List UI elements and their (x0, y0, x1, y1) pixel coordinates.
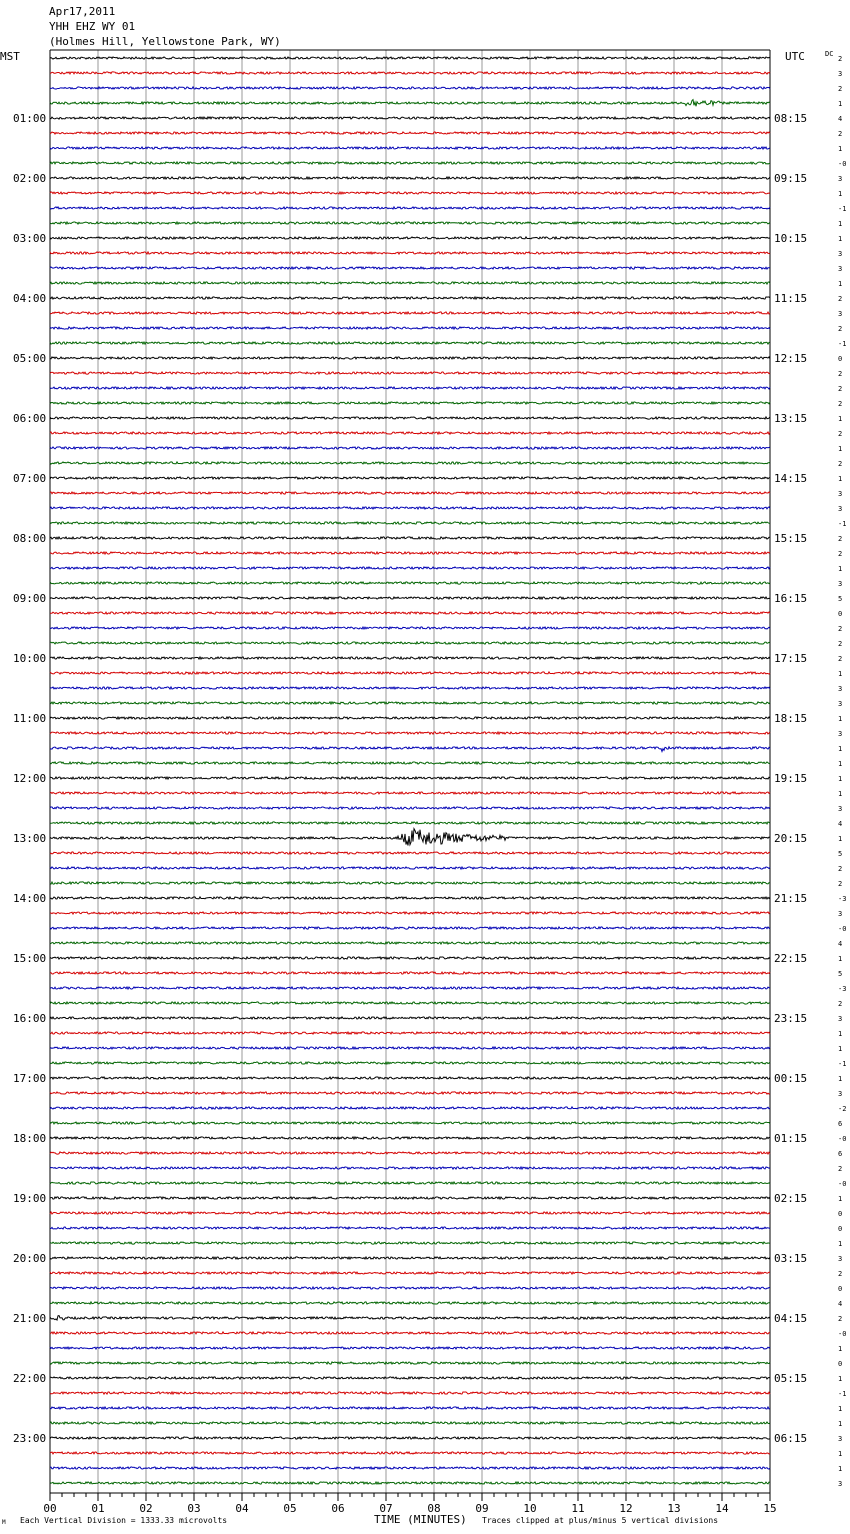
left-hour-label: 17:00 (13, 1072, 47, 1085)
dc-offset-label: 2 (838, 655, 843, 663)
trace-32 (50, 537, 770, 539)
dc-offset-label: 2 (838, 1000, 843, 1008)
dc-offset-label: 1 (838, 190, 843, 198)
trace-61 (50, 972, 770, 974)
left-hour-label: 06:00 (13, 412, 47, 425)
right-hour-label: 13:15 (774, 412, 808, 425)
trace-68 (50, 1077, 770, 1079)
right-hour-label: 22:15 (774, 952, 808, 965)
trace-27 (50, 462, 770, 464)
dc-offset-label: 2 (838, 550, 843, 558)
trace-75 (50, 1182, 770, 1184)
trace-21 (50, 372, 770, 374)
dc-offset-label: 2 (838, 85, 843, 93)
dc-offset-label: 1 (838, 475, 843, 483)
footer (2, 1513, 718, 1526)
x-tick-label: 09 (475, 1502, 489, 1515)
right-hour-label: 06:15 (774, 1432, 808, 1445)
trace-63 (50, 1002, 770, 1004)
dc-offset-label: 2 (838, 625, 843, 633)
dc-offset-label: 0 (838, 1210, 843, 1218)
trace-43 (50, 702, 770, 704)
left-hour-label: 22:00 (13, 1372, 47, 1385)
trace-group (50, 57, 770, 1484)
trace-29 (50, 492, 770, 494)
trace-31 (50, 522, 770, 524)
trace-55 (50, 882, 770, 884)
dc-offset-label: 1 (838, 955, 843, 963)
trace-72 (50, 1137, 770, 1139)
right-hour-label: 09:15 (774, 172, 808, 185)
dc-offset-label: 1 (838, 1030, 843, 1038)
trace-85 (50, 1332, 770, 1334)
trace-0 (50, 57, 770, 59)
dc-offset-label: 3 (838, 175, 843, 183)
trace-7 (50, 162, 770, 164)
dc-offset-label: 1 (838, 1465, 843, 1473)
trace-82 (50, 1287, 770, 1289)
trace-65 (50, 1032, 770, 1034)
dc-offset-label: 3 (838, 490, 843, 498)
left-hour-label: 14:00 (13, 892, 47, 905)
dc-offset-label: 5 (838, 850, 843, 858)
dc-offset-label: 1 (838, 1450, 843, 1458)
dc-offset-label: 1 (838, 670, 843, 678)
trace-8 (50, 177, 770, 179)
right-timezone-label: UTC (785, 50, 805, 63)
trace-35 (50, 582, 770, 584)
x-tick-label: 07 (379, 1502, 393, 1515)
dc-offset-label: 1 (838, 760, 843, 768)
left-hour-label: 02:00 (13, 172, 47, 185)
right-hour-label: 16:15 (774, 592, 808, 605)
dc-offset-label: -1 (838, 1060, 847, 1068)
dc-offset-label: -3 (838, 895, 847, 903)
dc-offset-label: 1 (838, 1345, 843, 1353)
x-tick-label: 00 (43, 1502, 57, 1515)
dc-offset-label: 2 (838, 385, 843, 393)
dc-offset-label: 6 (838, 1120, 843, 1128)
trace-76 (50, 1197, 770, 1199)
trace-4 (50, 117, 770, 119)
x-tick-label: 13 (667, 1502, 681, 1515)
trace-78 (50, 1227, 770, 1229)
right-hour-label: 14:15 (774, 472, 808, 485)
dc-offset-label: 3 (838, 70, 843, 78)
left-hour-label: 18:00 (13, 1132, 47, 1145)
trace-81 (50, 1272, 770, 1274)
dc-offset-label: 1 (838, 790, 843, 798)
right-hour-label: 15:15 (774, 532, 808, 545)
dc-offset-label: 3 (838, 1435, 843, 1443)
trace-84 (50, 1316, 770, 1320)
trace-30 (50, 507, 770, 509)
time-grid (50, 50, 770, 1493)
left-hour-labels (13, 112, 46, 1445)
dc-offset-label: 5 (838, 595, 843, 603)
right-hour-label: 03:15 (774, 1252, 808, 1265)
left-timezone-label: MST (0, 50, 20, 63)
dc-offset-label: -0 (838, 1180, 847, 1188)
x-tick-label: 08 (427, 1502, 441, 1515)
trace-11 (50, 222, 770, 224)
trace-36 (50, 597, 770, 599)
trace-12 (50, 237, 770, 239)
trace-77 (50, 1212, 770, 1214)
x-tick-label: 14 (715, 1502, 729, 1515)
trace-93 (50, 1452, 770, 1454)
trace-20 (50, 357, 770, 359)
trace-79 (50, 1242, 770, 1244)
dc-offset-label: 3 (838, 580, 843, 588)
dc-offset-label: 2 (838, 295, 843, 303)
trace-91 (50, 1422, 770, 1424)
left-hour-label: 13:00 (13, 832, 47, 845)
dc-offset-label: 1 (838, 715, 843, 723)
trace-90 (50, 1407, 770, 1409)
dc-offset-label: 1 (838, 1045, 843, 1053)
dc-offset-label: 0 (838, 355, 843, 363)
left-hour-label: 20:00 (13, 1252, 47, 1265)
trace-25 (50, 432, 770, 434)
dc-offset-label: 1 (838, 835, 843, 843)
trace-24 (50, 417, 770, 419)
trace-88 (50, 1377, 770, 1379)
dc-offset-label: -3 (838, 985, 847, 993)
left-hour-label: 19:00 (13, 1192, 47, 1205)
dc-offset-label: 2 (838, 880, 843, 888)
dc-offset-label: 2 (838, 400, 843, 408)
dc-offset-label: 1 (838, 145, 843, 153)
dc-offset-label: 1 (838, 1075, 843, 1083)
trace-14 (50, 267, 770, 269)
trace-67 (50, 1062, 770, 1064)
dc-offset-label: 2 (838, 1315, 843, 1323)
right-hour-label: 23:15 (774, 1012, 808, 1025)
dc-offset-labels (838, 55, 846, 1488)
trace-57 (50, 912, 770, 914)
trace-70 (50, 1107, 770, 1109)
dc-offset-label: 4 (838, 115, 843, 123)
trace-58 (50, 927, 770, 929)
trace-39 (50, 642, 770, 644)
trace-59 (50, 942, 770, 944)
dc-offset-label: 1 (838, 445, 843, 453)
left-hour-label: 11:00 (13, 712, 47, 725)
trace-50 (50, 807, 770, 809)
trace-94 (50, 1467, 770, 1469)
dc-offset-label: 3 (838, 700, 843, 708)
left-hour-label: 15:00 (13, 952, 47, 965)
dc-offset-label: 1 (838, 100, 843, 108)
dc-offset-label: 1 (838, 1195, 843, 1203)
left-hour-label: 04:00 (13, 292, 47, 305)
clip-note: Traces clipped at plus/minus 5 vertical divisions (482, 1516, 719, 1525)
trace-86 (50, 1347, 770, 1349)
trace-10 (50, 207, 770, 209)
trace-89 (50, 1392, 770, 1394)
dc-offset-label: 1 (838, 745, 843, 753)
trace-23 (50, 402, 770, 404)
right-hour-label: 17:15 (774, 652, 808, 665)
trace-3 (50, 100, 770, 107)
left-hour-label: 08:00 (13, 532, 47, 545)
dc-offset-label: 2 (838, 1270, 843, 1278)
dc-offset-label: -1 (838, 205, 847, 213)
dc-offset-label: 3 (838, 310, 843, 318)
x-tick-label: 05 (283, 1502, 297, 1515)
x-tick-label: 10 (523, 1502, 537, 1515)
dc-offset-label: 2 (838, 1165, 843, 1173)
right-hour-label: 04:15 (774, 1312, 808, 1325)
trace-1 (50, 72, 770, 74)
dc-offset-label: 3 (838, 805, 843, 813)
x-tick-label: 02 (139, 1502, 153, 1515)
dc-offset-label: 1 (838, 415, 843, 423)
dc-offset-label: 2 (838, 865, 843, 873)
dc-offset-label: -1 (838, 1390, 847, 1398)
dc-offset-label: 4 (838, 1300, 843, 1308)
trace-18 (50, 327, 770, 329)
dc-offset-label: 3 (838, 505, 843, 513)
dc-offset-label: 1 (838, 280, 843, 288)
trace-13 (50, 252, 770, 254)
trace-42 (50, 687, 770, 689)
trace-87 (50, 1362, 770, 1364)
trace-64 (50, 1017, 770, 1019)
trace-37 (50, 612, 770, 614)
dc-offset-label: 6 (838, 1150, 843, 1158)
dc-offset-label: 4 (838, 820, 843, 828)
left-hour-label: 09:00 (13, 592, 47, 605)
dc-offset-label: 2 (838, 430, 843, 438)
trace-17 (50, 312, 770, 314)
left-hour-label: 23:00 (13, 1432, 47, 1445)
header-date: Apr17,2011 (49, 5, 116, 18)
trace-80 (50, 1257, 770, 1259)
left-hour-label: 12:00 (13, 772, 47, 785)
dc-offset-label: 1 (838, 565, 843, 573)
x-tick-label: 12 (619, 1502, 633, 1515)
dc-offset-label: 0 (838, 1285, 843, 1293)
trace-34 (50, 567, 770, 569)
dc-offset-label: 1 (838, 1420, 843, 1428)
trace-5 (50, 132, 770, 134)
trace-53 (50, 852, 770, 854)
left-hour-label: 05:00 (13, 352, 47, 365)
dc-offset-label: 4 (838, 940, 843, 948)
trace-92 (50, 1437, 770, 1439)
dc-offset-label: 1 (838, 1405, 843, 1413)
dc-offset-label: 2 (838, 460, 843, 468)
trace-44 (50, 717, 770, 719)
trace-26 (50, 447, 770, 449)
dc-offset-label: 0 (838, 610, 843, 618)
trace-41 (50, 672, 770, 674)
dc-offset-label: 1 (838, 1375, 843, 1383)
x-axis-title: TIME (MINUTES) (374, 1513, 467, 1526)
trace-48 (50, 777, 770, 779)
trace-22 (50, 387, 770, 389)
corner-mark: M (2, 1519, 6, 1526)
right-hour-label: 00:15 (774, 1072, 808, 1085)
dc-offset-label: 1 (838, 235, 843, 243)
right-hour-label: 05:15 (774, 1372, 808, 1385)
trace-45 (50, 732, 770, 734)
trace-16 (50, 297, 770, 299)
dc-offset-label: 2 (838, 325, 843, 333)
x-axis (43, 1493, 776, 1515)
left-hour-label: 07:00 (13, 472, 47, 485)
right-hour-label: 19:15 (774, 772, 808, 785)
trace-95 (50, 1482, 770, 1484)
trace-6 (50, 147, 770, 149)
dc-offset-label: -0 (838, 1135, 847, 1143)
x-tick-label: 03 (187, 1502, 201, 1515)
trace-73 (50, 1152, 770, 1154)
trace-40 (50, 657, 770, 659)
right-hour-label: 01:15 (774, 1132, 808, 1145)
dc-offset-label: 2 (838, 55, 843, 63)
dc-offset-label: -0 (838, 160, 847, 168)
dc-offset-label: -0 (838, 1330, 847, 1338)
dc-offset-label: 3 (838, 1015, 843, 1023)
header-location: (Holmes Hill, Yellowstone Park, WY) (49, 35, 281, 48)
dc-offset-label: 3 (838, 250, 843, 258)
dc-offset-label: -1 (838, 340, 847, 348)
trace-28 (50, 477, 770, 479)
trace-56 (50, 897, 770, 899)
left-hour-label: 10:00 (13, 652, 47, 665)
right-hour-label: 11:15 (774, 292, 808, 305)
right-hour-label: 18:15 (774, 712, 808, 725)
dc-offset-label: 1 (838, 220, 843, 228)
dc-offset-label: 3 (838, 1480, 843, 1488)
dc-offset-label: 3 (838, 910, 843, 918)
header (0, 5, 833, 63)
trace-2 (50, 87, 770, 89)
trace-60 (50, 957, 770, 959)
x-tick-label: 15 (763, 1502, 777, 1515)
right-hour-label: 02:15 (774, 1192, 808, 1205)
right-hour-label: 21:15 (774, 892, 808, 905)
x-tick-label: 01 (91, 1502, 105, 1515)
trace-69 (50, 1092, 770, 1094)
header-station: YHH EHZ WY 01 (49, 20, 136, 33)
trace-74 (50, 1167, 770, 1169)
right-hour-label: 20:15 (774, 832, 808, 845)
right-hour-label: 08:15 (774, 112, 808, 125)
trace-49 (50, 792, 770, 794)
right-hour-labels (774, 112, 807, 1445)
dc-offset-label: 5 (838, 970, 843, 978)
x-tick-label: 06 (331, 1502, 345, 1515)
left-hour-label: 01:00 (13, 112, 47, 125)
trace-15 (50, 282, 770, 284)
dc-offset-label: 0 (838, 1360, 843, 1368)
dc-offset-label: 2 (838, 130, 843, 138)
dc-offset-label: 2 (838, 370, 843, 378)
trace-38 (50, 627, 770, 629)
trace-66 (50, 1047, 770, 1049)
x-tick-label: 04 (235, 1502, 249, 1515)
dc-offset-label: 3 (838, 1255, 843, 1263)
left-hour-label: 16:00 (13, 1012, 47, 1025)
dc-offset-label: -0 (838, 925, 847, 933)
trace-71 (50, 1122, 770, 1124)
trace-33 (50, 552, 770, 554)
dc-offset-label: 1 (838, 1240, 843, 1248)
dc-offset-label: 0 (838, 1225, 843, 1233)
right-hour-label: 10:15 (774, 232, 808, 245)
scale-note: Each Vertical Division = 1333.33 microvolts (20, 1516, 228, 1525)
dc-offset-label: 3 (838, 1090, 843, 1098)
left-hour-label: 21:00 (13, 1312, 47, 1325)
trace-62 (50, 987, 770, 989)
dc-header-label: DC (825, 50, 834, 58)
dc-offset-label: 3 (838, 265, 843, 273)
dc-offset-label: 2 (838, 535, 843, 543)
trace-46 (50, 747, 770, 752)
trace-9 (50, 192, 770, 194)
trace-51 (50, 822, 770, 824)
dc-offset-label: 2 (838, 640, 843, 648)
dc-offset-label: 1 (838, 775, 843, 783)
trace-47 (50, 762, 770, 764)
dc-offset-label: 3 (838, 730, 843, 738)
dc-offset-label: 3 (838, 685, 843, 693)
trace-19 (50, 342, 770, 344)
dc-offset-label: -1 (838, 520, 847, 528)
trace-83 (50, 1302, 770, 1304)
x-tick-label: 11 (571, 1502, 585, 1515)
trace-54 (50, 867, 770, 869)
right-hour-label: 12:15 (774, 352, 808, 365)
trace-52 (50, 829, 770, 846)
left-hour-label: 03:00 (13, 232, 47, 245)
dc-offset-label: -2 (838, 1105, 847, 1113)
